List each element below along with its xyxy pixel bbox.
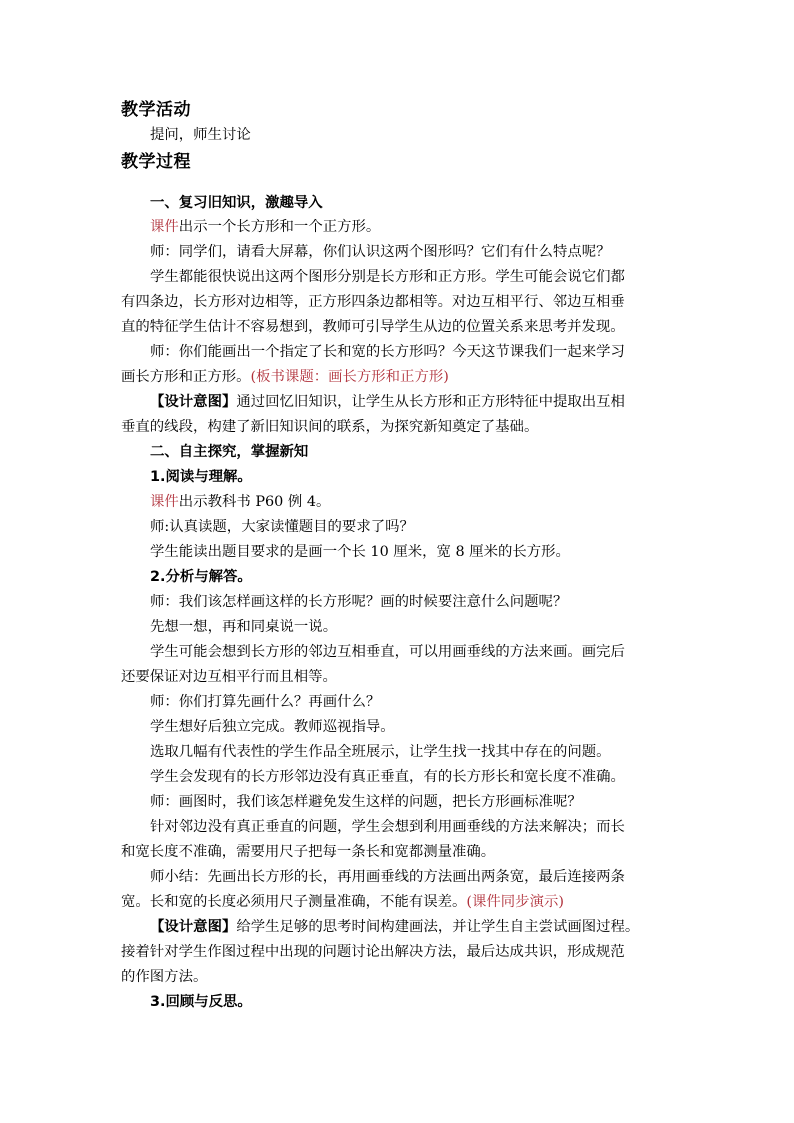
paragraph: 选取几幅有代表性的学生作品全班展示，让学生找一找其中存在的问题。 bbox=[150, 744, 611, 760]
board-title-note: (板书课题：画长方形和正方形) bbox=[250, 369, 449, 385]
activity-text: 提问，师生讨论 bbox=[150, 127, 251, 143]
paragraph-line: 针对邻边没有真正垂直的问题，学生会想到利用画垂线的方法来解决；而长 bbox=[150, 819, 625, 835]
step-title-3: 3.回顾与反思。 bbox=[150, 994, 252, 1010]
paragraph-line: 师：你们能画出一个指定了长和宽的长方形吗？今天这节课我们一起来学习 bbox=[150, 344, 625, 360]
paragraph-line: 垂直的线段，构建了新旧知识间的联系，为探究新知奠定了基础。 bbox=[121, 419, 539, 435]
paragraph: 学生想好后独立完成。教师巡视指导。 bbox=[150, 719, 395, 735]
paragraph-line: 师小结：先画出长方形的长，再用画垂线的方法画出两条宽，最后连接两条 bbox=[150, 869, 625, 885]
paragraph: 先想一想，再和同桌说一说。 bbox=[150, 619, 338, 635]
paragraph-line: 直的特征学生估计不容易想到，教师可引导学生从边的位置关系来思考并发现。 bbox=[121, 319, 625, 335]
paragraph-line: 学生都能很快说出这两个图形分别是长方形和正方形。学生可能会说它们都 bbox=[150, 269, 625, 285]
subsection-title-2: 二、自主探究，掌握新知 bbox=[150, 444, 309, 460]
design-intent-line: 【设计意图】给学生足够的思考时间构建画法，并让学生自主尝试画图过程。 bbox=[150, 919, 640, 935]
section-heading-activity: 教学活动 bbox=[121, 100, 191, 120]
paragraph: 师：你们打算先画什么？再画什么？ bbox=[150, 694, 381, 710]
paragraph: 课件出示一个长方形和一个正方形。 bbox=[150, 219, 381, 235]
step-title-2: 2.分析与解答。 bbox=[150, 569, 252, 585]
paragraph: 师:认真读题，大家读懂题目的要求了吗？ bbox=[150, 519, 414, 535]
paragraph-line: 学生可能会想到长方形的邻边互相垂直，可以用画垂线的方法来画。画完后 bbox=[150, 644, 625, 660]
paragraph-line: 还要保证对边互相平行而且相等。 bbox=[121, 669, 337, 685]
design-intent-label: 【设计意图】 bbox=[150, 394, 237, 410]
paragraph-line: 画长方形和正方形。(板书课题：画长方形和正方形) bbox=[121, 369, 449, 385]
paragraph: 师：画图时，我们该怎样避免发生这样的问题，把长方形画标准呢？ bbox=[150, 794, 582, 810]
design-intent-label: 【设计意图】 bbox=[150, 919, 237, 935]
paragraph-line: 宽。长和宽的长度必须用尺子测量准确，不能有误差。(课件同步演示) bbox=[121, 894, 564, 910]
step-title-1: 1.阅读与理解。 bbox=[150, 469, 252, 485]
courseware-label: 课件 bbox=[150, 494, 179, 510]
paragraph: 师：同学们，请看大屏幕，你们认识这两个图形吗？它们有什么特点呢？ bbox=[150, 244, 611, 260]
subsection-title-1: 一、复习旧知识，激趣导入 bbox=[150, 195, 323, 211]
paragraph-line: 接着针对学生作图过程中出现的问题讨论出解决方法，最后达成共识，形成规范 bbox=[121, 944, 625, 960]
paragraph: 学生能读出题目要求的是画一个长 10 厘米，宽 8 厘米的长方形。 bbox=[150, 544, 570, 560]
paragraph-line: 有四条边，长方形对边相等，正方形四条边都相等。对边互相平行、邻边互相垂 bbox=[121, 294, 625, 310]
paragraph-line: 和宽长度不准确，需要用尺子把每一条长和宽都测量准确。 bbox=[121, 844, 496, 860]
courseware-label: 课件 bbox=[150, 219, 179, 235]
paragraph: 课件出示教科书 P60 例 4。 bbox=[150, 494, 331, 510]
design-intent-line: 【设计意图】通过回忆旧知识，让学生从长方形和正方形特征中提取出互相 bbox=[150, 394, 625, 410]
courseware-demo-note: (课件同步演示) bbox=[466, 894, 564, 910]
section-heading-process: 教学过程 bbox=[121, 152, 191, 172]
paragraph: 师：我们该怎样画这样的长方形呢？画的时候要注意什么问题呢？ bbox=[150, 594, 568, 610]
paragraph: 学生会发现有的长方形邻边没有真正垂直，有的长方形长和宽长度不准确。 bbox=[150, 769, 625, 785]
paragraph-line: 的作图方法。 bbox=[121, 969, 208, 985]
